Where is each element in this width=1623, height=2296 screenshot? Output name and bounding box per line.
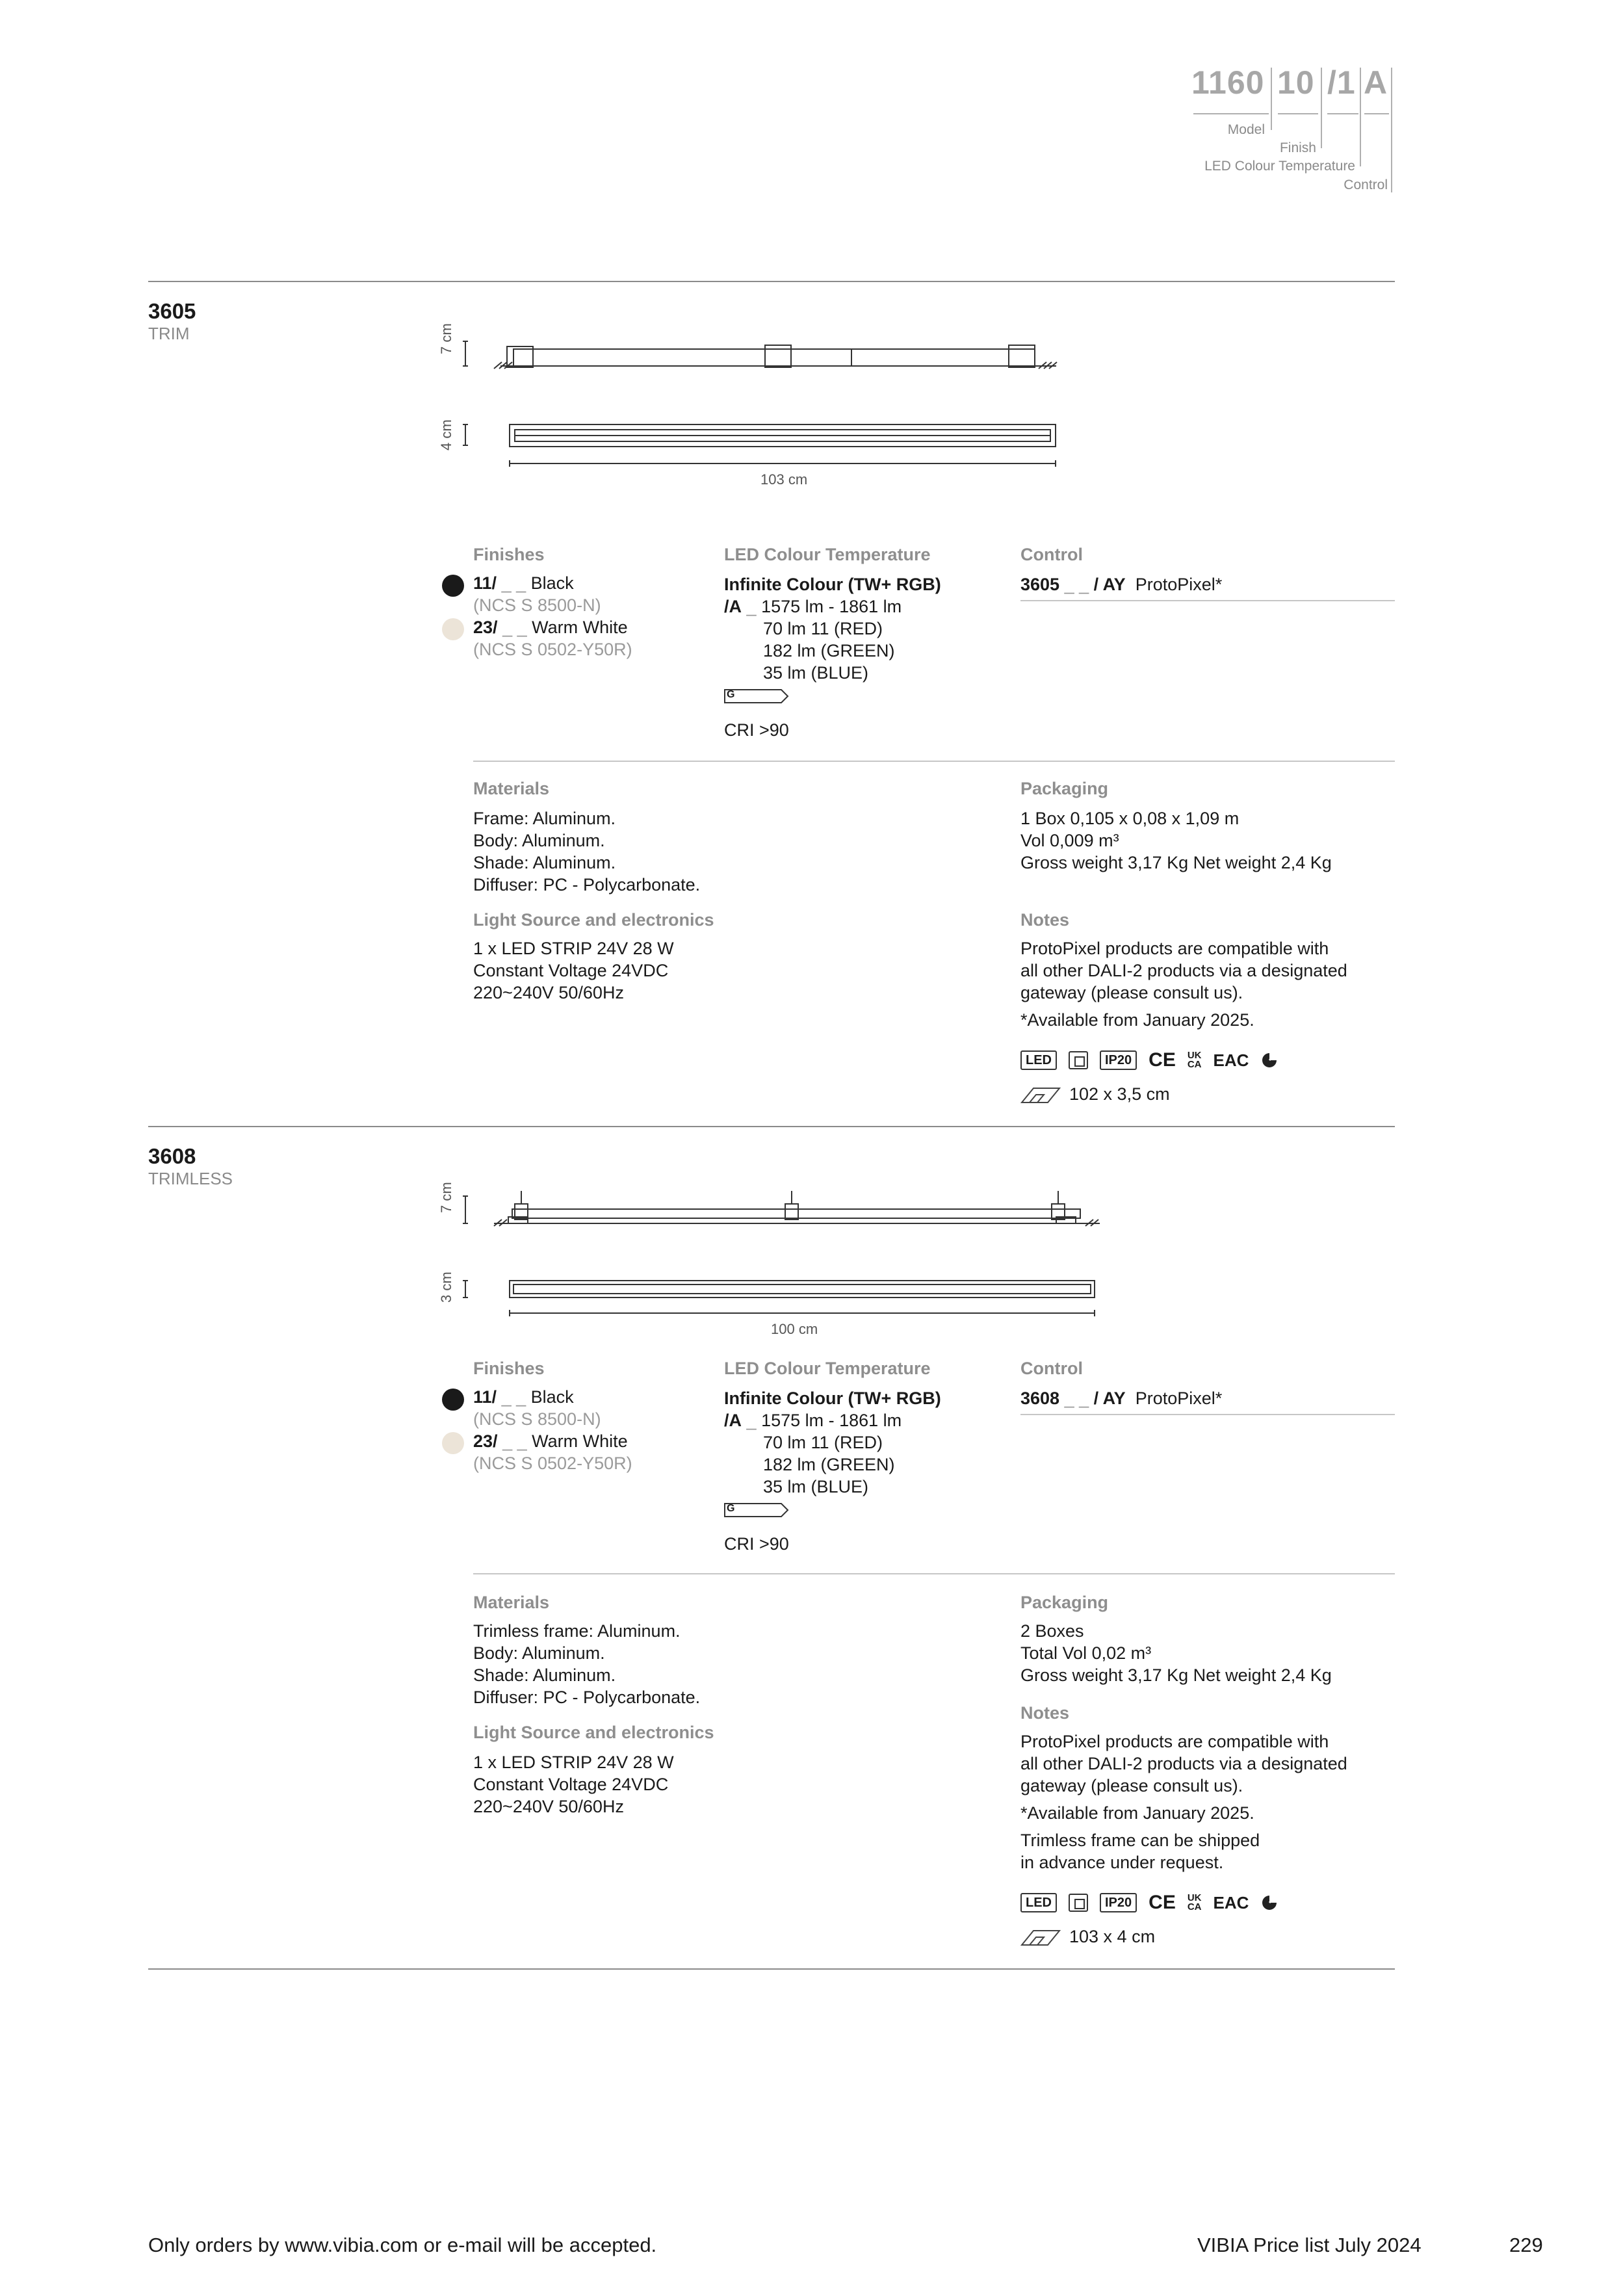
spec-divider <box>473 761 1395 762</box>
control-underline <box>1020 600 1395 601</box>
materials-label: Materials <box>473 779 550 798</box>
finish-swatch-warm-white[interactable] <box>442 618 464 640</box>
label-finish: Finish <box>1279 140 1316 155</box>
label-control: Control <box>1344 177 1388 192</box>
code-divider <box>1271 68 1272 130</box>
control-label: Control <box>1020 545 1083 564</box>
footer-brand: VIBIA Price list July 2024 <box>1197 2234 1422 2256</box>
led-label: LED Colour Temperature <box>724 1359 931 1378</box>
certification-icons <box>1020 1050 1279 1070</box>
certification-icons <box>1020 1893 1279 1912</box>
packaging-list: 1 Box 0,105 x 0,08 x 1,09 m Vol 0,009 m³ Gross weight 3,17 Kg Net weight 2,4 Kg <box>1020 809 1332 872</box>
dim-length: 100 cm <box>771 1321 818 1337</box>
class-ii-icon <box>1069 1894 1088 1912</box>
control-label: Control <box>1020 1359 1083 1378</box>
control-underline <box>1020 1414 1395 1415</box>
code-underline <box>1278 113 1318 114</box>
finishes-label: Finishes <box>473 545 545 564</box>
led-label: LED Colour Temperature <box>724 545 931 564</box>
cri: CRI >90 <box>724 1534 789 1554</box>
led-block: Infinite Colour (TW+ RGB) /A _ 1575 lm - 1861 lm 70 lm 11 (RED) 182 lm (GREEN) 35 lm (BLUE) <box>724 575 941 683</box>
product-type: TRIM <box>148 324 190 343</box>
led-icon: LED <box>1020 1893 1057 1912</box>
code-underline <box>1327 113 1358 114</box>
light-source-list: 1 x LED STRIP 24V 28 W Constant Voltage 24VDC 220~240V 50/60Hz <box>473 1753 674 1816</box>
notes-list: ProtoPixel products are compatible with all other DALI-2 products via a designated gateway (please consult us). *Available from January 2025. Trimless frame can be shipped in advance under request. <box>1020 1732 1347 1872</box>
finishes-label: Finishes <box>473 1359 545 1378</box>
notes-label: Notes <box>1020 1703 1070 1723</box>
label-model: Model <box>1227 122 1265 137</box>
code-divider <box>1391 68 1392 192</box>
ukca-icon: UK CA <box>1187 1050 1202 1070</box>
code-underline <box>1364 113 1389 114</box>
energy-class: G <box>727 689 735 700</box>
dim-depth: 4 cm <box>438 419 454 450</box>
materials-label: Materials <box>473 1593 550 1612</box>
dimmable-icon <box>1260 1051 1279 1069</box>
cutout-icon <box>1020 1086 1061 1104</box>
light-source-label: Light Source and electronics <box>473 910 714 930</box>
class-ii-icon <box>1069 1051 1088 1069</box>
code-control: A <box>1364 64 1388 101</box>
code-model: 1160 <box>1191 64 1265 101</box>
finish-item: 11/ _ _ Black (NCS S 8500-N) 23/ _ _ Warm White (NCS S 0502-Y50R) <box>473 573 632 659</box>
materials-list: Trimless frame: Aluminum. Body: Aluminum. Shade: Aluminum. Diffuser: PC - Polycarbonate. <box>473 1621 701 1707</box>
code-underline <box>1193 113 1269 114</box>
ip-rating-icon: IP20 <box>1100 1893 1137 1912</box>
eac-icon: EAC <box>1213 1050 1249 1070</box>
dim-height: 7 cm <box>438 323 454 354</box>
ukca-icon: UK CA <box>1187 1892 1202 1912</box>
page-number: 229 <box>1509 2234 1543 2256</box>
led-icon: LED <box>1020 1050 1057 1070</box>
energy-class: G <box>727 1503 735 1514</box>
ip-rating-icon: IP20 <box>1100 1050 1137 1070</box>
dimmable-icon <box>1260 1894 1279 1912</box>
technical-drawing <box>438 323 1092 497</box>
dim-depth: 3 cm <box>438 1272 454 1303</box>
dim-length: 103 cm <box>760 471 808 488</box>
technical-drawing <box>438 1182 1118 1352</box>
cutout-size: 102 x 3,5 cm <box>1069 1084 1170 1104</box>
ce-icon: CE <box>1149 1892 1176 1913</box>
led-block: Infinite Colour (TW+ RGB) /A _ 1575 lm - 1861 lm 70 lm 11 (RED) 182 lm (GREEN) 35 lm (BLUE) <box>724 1389 941 1496</box>
notes-label: Notes <box>1020 910 1070 930</box>
finish-swatch-black[interactable] <box>442 1389 464 1411</box>
label-color: LED Colour Temperature <box>1204 159 1355 174</box>
code-finish: 10 <box>1277 64 1315 101</box>
finish-item: 11/ _ _ Black (NCS S 8500-N) 23/ _ _ Warm White (NCS S 0502-Y50R) <box>473 1387 632 1473</box>
footer-orders: Only orders by www.vibia.com or e-mail will be accepted. <box>148 2234 657 2256</box>
finish-swatch-black[interactable] <box>442 575 464 597</box>
packaging-list: 2 Boxes Total Vol 0,02 m³ Gross weight 3,17 Kg Net weight 2,4 Kg <box>1020 1621 1332 1685</box>
eac-icon: EAC <box>1213 1893 1249 1912</box>
code-divider <box>1360 68 1361 166</box>
section-divider <box>148 1968 1395 1970</box>
product-type: TRIMLESS <box>148 1169 233 1188</box>
product-model: 3605 <box>148 299 196 323</box>
light-source-list: 1 x LED STRIP 24V 28 W Constant Voltage 24VDC 220~240V 50/60Hz <box>473 939 674 1002</box>
cutout-icon <box>1020 1928 1061 1946</box>
cutout-size: 103 x 4 cm <box>1069 1927 1156 1946</box>
packaging-label: Packaging <box>1020 1593 1109 1612</box>
code-color: /1 <box>1327 64 1356 101</box>
control-option[interactable]: 3608 _ _ / AY ProtoPixel* <box>1020 1389 1223 1408</box>
section-divider <box>148 281 1395 282</box>
product-model: 3608 <box>148 1144 196 1168</box>
materials-list: Frame: Aluminum. Body: Aluminum. Shade: Aluminum. Diffuser: PC - Polycarbonate. <box>473 809 701 894</box>
packaging-label: Packaging <box>1020 779 1109 798</box>
section-divider <box>148 1126 1395 1127</box>
spec-divider <box>473 1573 1395 1574</box>
ce-icon: CE <box>1149 1049 1176 1071</box>
cri: CRI >90 <box>724 720 789 740</box>
notes-list: ProtoPixel products are compatible with all other DALI-2 products via a designated gateway (please consult us). *Available from January 2025. <box>1020 939 1347 1030</box>
light-source-label: Light Source and electronics <box>473 1723 714 1742</box>
control-option[interactable]: 3605 _ _ / AY ProtoPixel* <box>1020 575 1223 594</box>
code-divider <box>1321 68 1322 148</box>
finish-swatch-warm-white[interactable] <box>442 1432 464 1454</box>
dim-height: 7 cm <box>438 1182 454 1213</box>
